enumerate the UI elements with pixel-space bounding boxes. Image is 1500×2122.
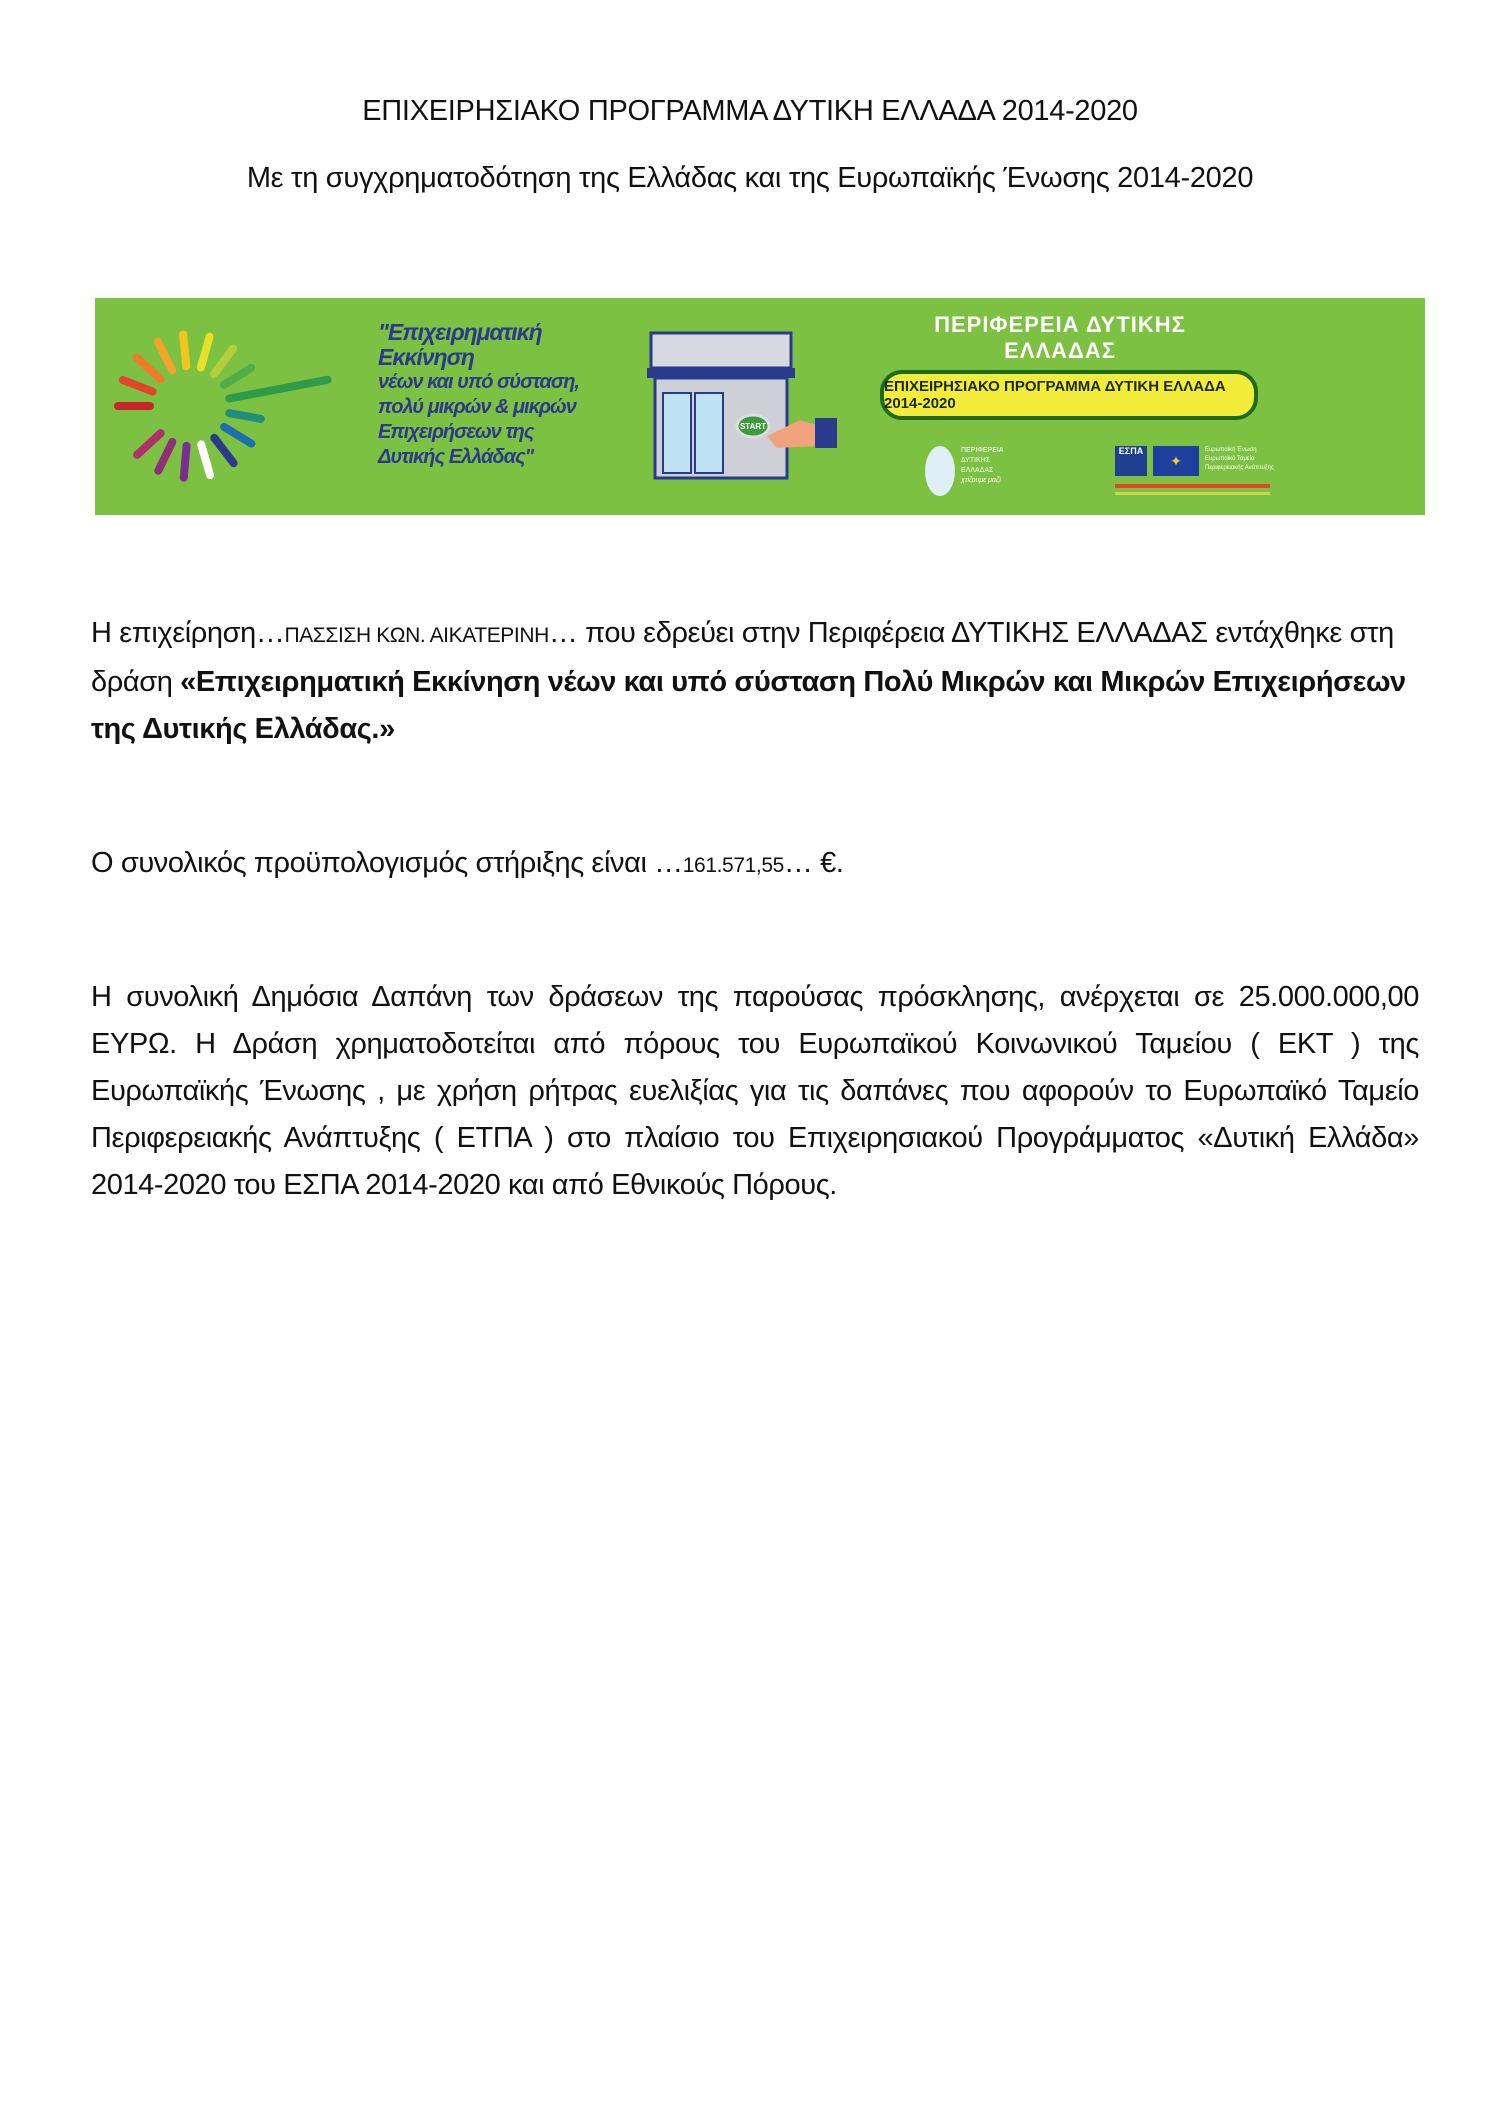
color-wheel-icon — [95, 298, 335, 515]
logo-line: χτίζουμε μαζί — [961, 477, 1001, 484]
company-name: ΠΑΣΣΙΣΗ ΚΩΝ. ΑΙΚΑΤΕΡΙΝΗ — [284, 624, 549, 647]
document-subtitle: Με τη συγχρηματοδότηση της Ελλάδας και της Ευρωπαϊκής Ένωσης 2014-2020 — [246, 162, 1254, 194]
slogan-line: "Επιχειρηματική — [378, 319, 542, 345]
shop-icon — [635, 298, 875, 515]
wheel-ray — [158, 442, 172, 471]
wheel-ray — [158, 342, 172, 371]
wheel-ray — [229, 380, 327, 399]
wheel-ray — [229, 413, 260, 419]
program-pill-label: ΕΠΙΧΕΙΡΗΣΙΑΚΟ ΠΡΟΓΡΑΜΜΑ ΔΥΤΙΚΗ ΕΛΛΑΔΑ 2014-2020 — [884, 378, 1226, 412]
eu-flag-icon: ✦ — [1153, 446, 1199, 476]
wheel-ray — [224, 427, 251, 444]
paragraph-budget — [91, 840, 1419, 889]
region-name: ΠΕΡΙΦΕΡΕΙΑ ΔΥΤΙΚΗΣ ΕΛΛΑΔΑΣ — [934, 312, 1186, 363]
wheel-ray — [123, 380, 153, 392]
program-banner — [95, 298, 1425, 515]
wheel-ray — [214, 348, 233, 374]
action-title: «Επιχειρηματική Εκκίνηση νέων και υπό σύσταση Πολύ Μικρών και Μικρών Επιχειρήσεων της Δυτικής Ελλάδας.» — [91, 666, 1406, 745]
start-button-label: START — [739, 422, 767, 431]
logo-line: ΔΥΤΙΚΗΣ — [961, 457, 991, 464]
logo-line: ΕΛΛΑΔΑΣ — [961, 467, 994, 474]
wheel-ray — [224, 368, 251, 385]
wheel-ray — [201, 337, 210, 368]
eu-text — [1205, 446, 1274, 473]
paragraph-business — [91, 610, 1419, 753]
eu-line: Ευρωπαϊκή Ένωση — [1205, 447, 1257, 453]
eu-line: Περιφερειακής Ανάπτυξης — [1205, 465, 1274, 471]
text: Η επιχείρηση… — [91, 617, 285, 649]
text: Ο συνολικός προϋπολογισμός στήριξης είναι … — [91, 847, 683, 879]
text: … που εδρεύει στην Περιφέρεια ΔΥΤΙΚΗΣ ΕΛΛΑΔΑΣ εντάχθηκε στη δράση — [91, 617, 1394, 698]
document-title: ΕΠΙΧΕΙΡΗΣΙΑΚΟ ΠΡΟΓΡΑΜΜΑ ΔΥΤΙΚΗ ΕΛΛΑΔΑ 2014-2020 — [362, 95, 1138, 127]
slogan-line: Δυτικής Ελλάδας" — [378, 446, 534, 468]
wheel-ray — [137, 433, 160, 455]
slogan-line: Επιχειρήσεων της — [378, 421, 534, 443]
footer-strip — [1115, 492, 1270, 495]
wheel-ray — [137, 358, 161, 380]
wheel-ray — [183, 334, 186, 366]
budget-value: 161.571,55 — [682, 854, 784, 877]
paragraph-funding: Η συνολική Δημόσια Δαπάνη των δράσεων της παρούσας πρόσκλησης, ανέρχεται σε 25.000.000,00 ΕΥΡΩ. Η Δράση χρηματοδοτείται από πόρους του Ευρωπαϊκού Κοινωνικού Ταμείου ( ΕΚΤ ) της Ευρωπαϊκής Ένωσης , με χρήση ρήτρας ευελιξίας για τις δαπάνες που αφορούν το Ευρωπαϊκό Ταμείο Περιφερειακής Ανάπτυξης ( ΕΤΠΑ ) στο πλαίσιο του Επιχειρησιακού Προγράμματος «Δυτική Ελλάδα» 2014-2020 του ΕΣΠΑ 2014-2020 και από Εθνικούς Πόρους. — [91, 981, 1419, 1201]
slogan-line: πολύ μικρών & μικρών — [378, 396, 576, 418]
footer-strip — [1115, 484, 1270, 488]
program-pill — [880, 370, 1258, 420]
slogan-line: νέων και υπό σύσταση, — [378, 371, 579, 393]
region-logo-icon — [925, 446, 955, 496]
espa-logo: ΕΣΠΑ — [1115, 446, 1147, 476]
eu-line: Ευρωπαϊκό Ταμείο — [1205, 456, 1255, 462]
text: … €. — [783, 847, 844, 879]
slogan-line: Εκκίνηση — [378, 344, 474, 370]
logo-line: ΠΕΡΙΦΕΡΕΙΑ — [961, 447, 1004, 454]
wheel-ray — [201, 444, 210, 475]
region-logo-text — [961, 446, 1004, 486]
wheel-ray — [184, 446, 187, 478]
wheel-ray — [214, 438, 233, 463]
banner-slogan — [378, 320, 579, 470]
